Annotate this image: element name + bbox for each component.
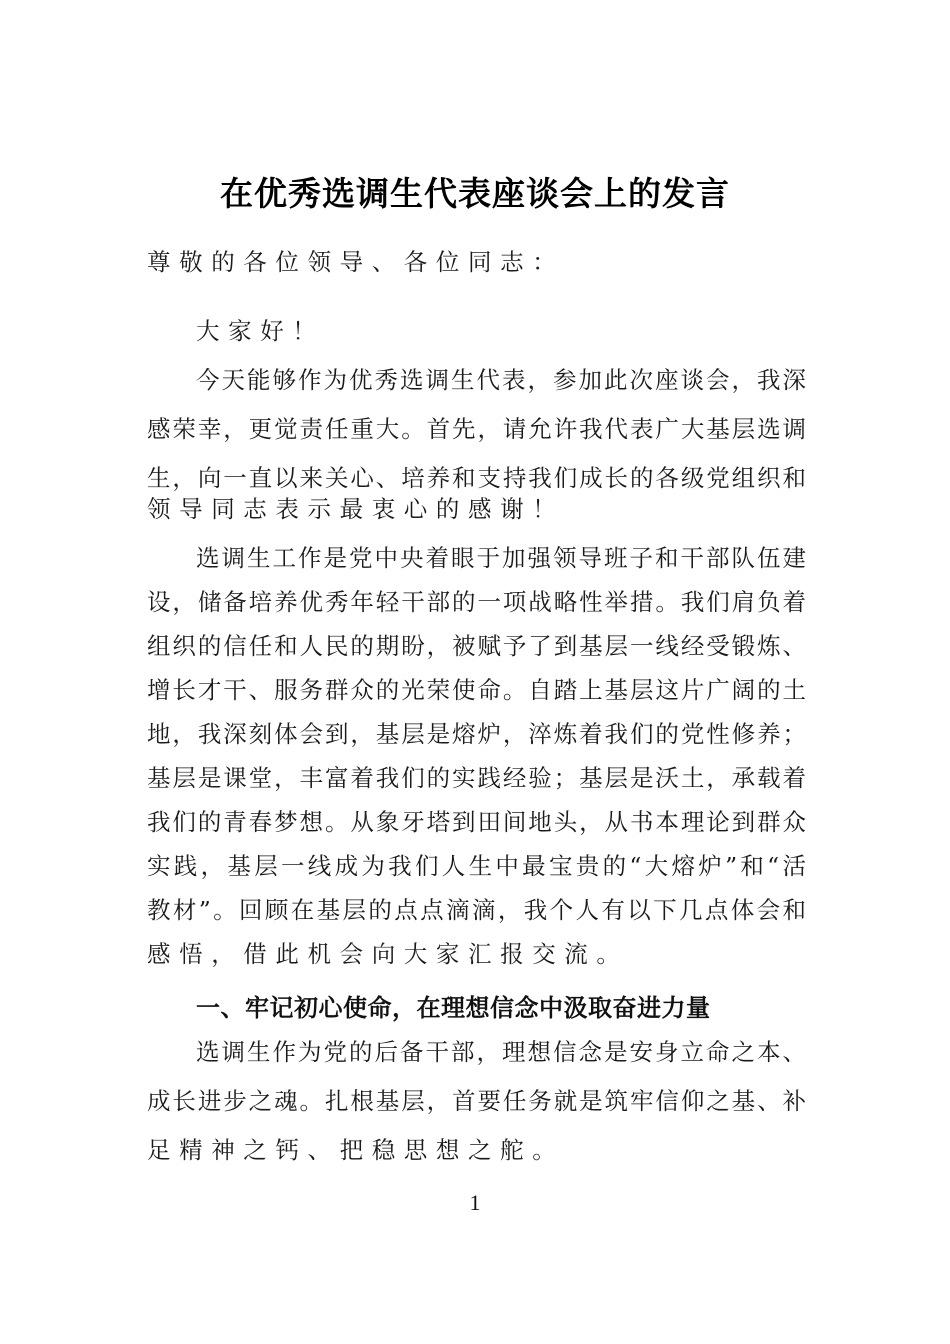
paragraph-2-line: 我们的青春梦想。从象牙塔到田间地头，从书本理论到群众 [147,808,806,836]
section-paragraph-line: 成长进步之魂。扎根基层，首要任务就是筑牢信仰之基、补 [147,1087,806,1115]
section-heading: 一、牢记初心使命，在理想信念中汲取奋进力量 [196,994,711,1022]
document-title: 在优秀选调生代表座谈会上的发言 [220,174,730,213]
paragraph-2-line: 感悟，借此机会向大家汇报交流。 [147,940,629,968]
section-paragraph-line: 足精神之钙、把稳思想之舵。 [147,1136,565,1164]
paragraph-2-line: 基层是课堂，丰富着我们的实践经验；基层是沃土，承载着 [147,764,806,792]
paragraph-1-line: 感荣幸，更觉责任重大。首先，请允许我代表广大基层选调 [147,415,806,443]
salutation: 尊敬的各位领导、各位同志： [147,248,565,276]
section-paragraph-line: 选调生作为党的后备干部，理想信念是安身立命之本、 [196,1038,806,1066]
page-number: 1 [469,1190,481,1215]
paragraph-1-line: 今天能够作为优秀选调生代表，参加此次座谈会，我深 [196,366,806,394]
paragraph-2-line: 地，我深刻体会到，基层是熔炉，淬炼着我们的党性修养； [147,720,806,748]
paragraph-2-line: 增长才干、服务群众的光荣使命。自踏上基层这片广阔的土 [147,676,806,704]
paragraph-1-line: 生，向一直以来关心、培养和支持我们成长的各级党组织和 [147,464,806,492]
paragraph-1-line: 领导同志表示最衷心的感谢！ [147,495,565,523]
paragraph-2-line: 选调生工作是党中央着眼于加强领导班子和干部队伍建 [196,544,806,572]
paragraph-2-line: 组织的信任和人民的期盼，被赋予了到基层一线经受锻炼、 [147,632,806,660]
paragraph-2-line: 实践，基层一线成为我们人生中最宝贵的“大熔炉”和“活 [147,852,806,880]
paragraph-2-line: 设，储备培养优秀年轻干部的一项战略性举措。我们肩负着 [147,588,806,616]
greeting: 大家好！ [196,317,325,345]
paragraph-2-line: 教材”。回顾在基层的点点滴滴，我个人有以下几点体会和 [147,896,806,924]
